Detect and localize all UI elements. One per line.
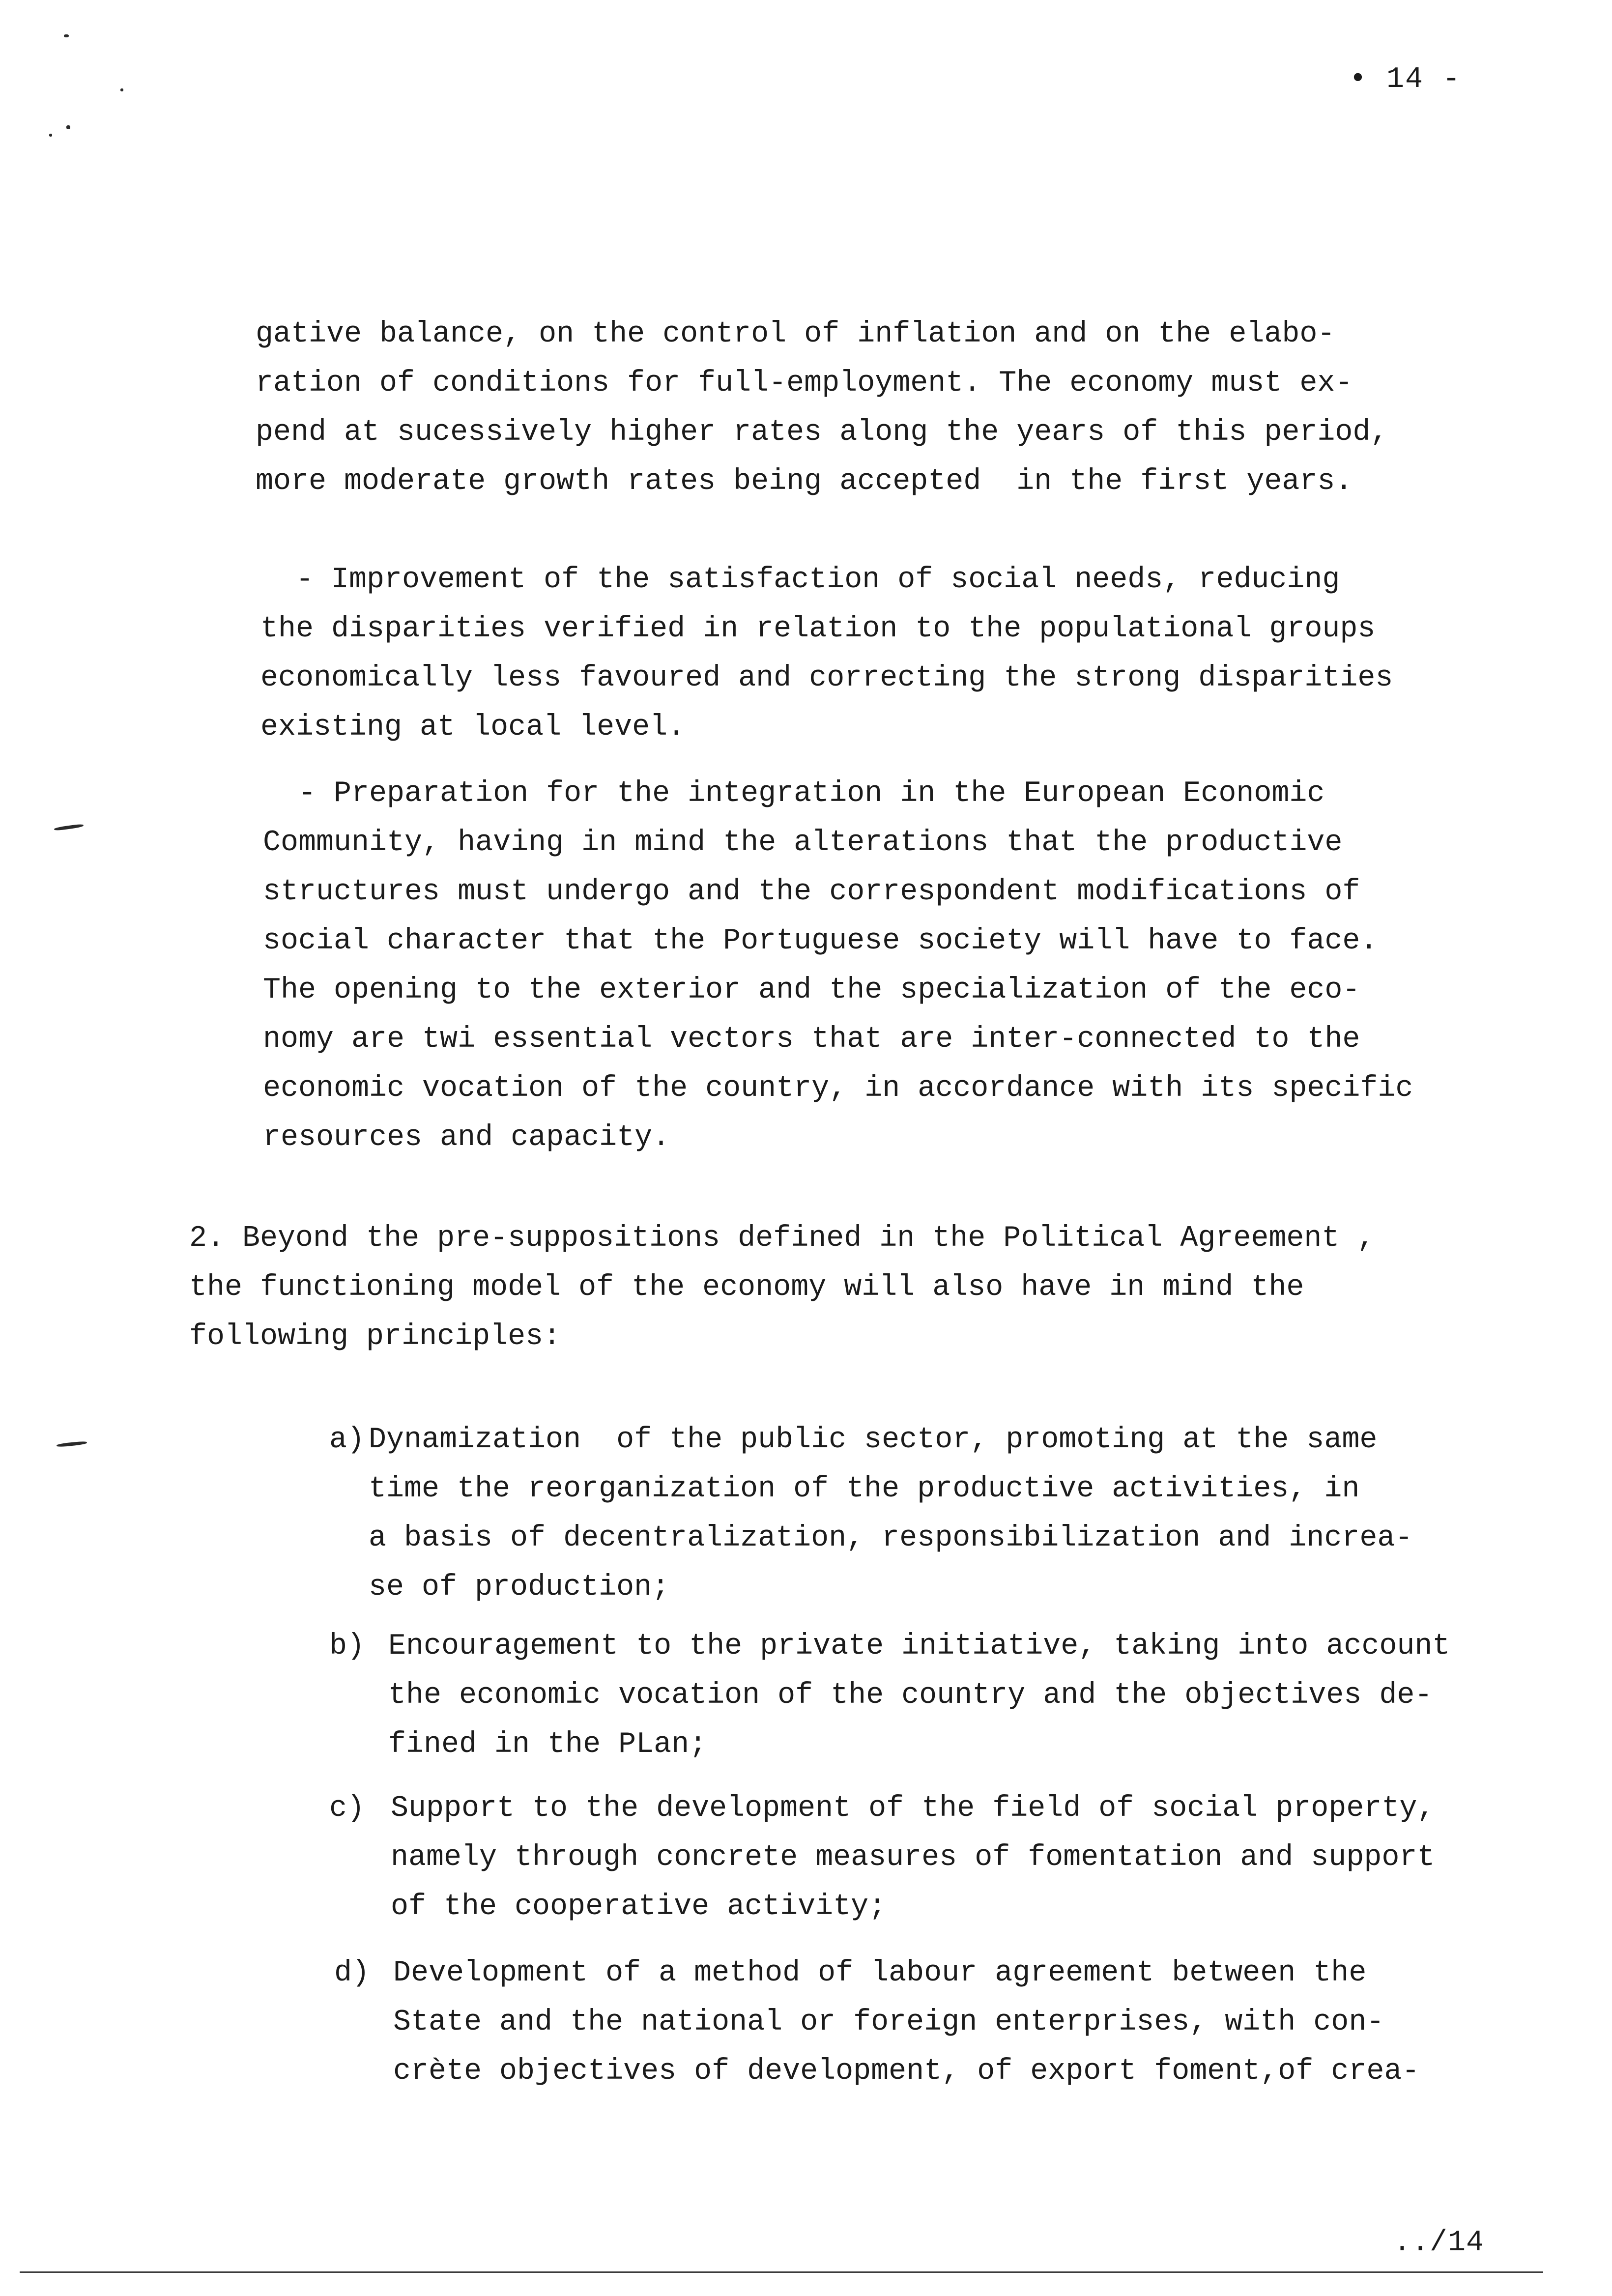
scan-speck: [120, 88, 123, 91]
scan-speck: [49, 134, 52, 137]
list-item-marker: a): [329, 1423, 365, 1457]
paragraph-eec-integration: - Preparation for the integration in the European Economic Community, having in mind the alterations that the productive structures must undergo and the correspondent modifications of social character that the Portuguese society will have to face. The opening to the exterior and the specialization of the eco- nomy are twi essential vectors that are inter-connected to the economic vocation of the country, in accordance with its specific resources and capacity.: [263, 777, 1413, 1154]
list-item-marker: c): [329, 1792, 365, 1825]
continuation-marker: ../14: [1393, 2226, 1485, 2260]
scan-speck: [64, 34, 69, 37]
paragraph-social-needs: - Improvement of the satisfaction of social needs, reducing the disparities verified in relation to the populational groups economically less favoured and correcting the strong disparities existing at local level.: [260, 563, 1393, 744]
list-item-text: Support to the development of the field of social property, namely through concrete measures of fomentation and support of the cooperative activity;: [391, 1792, 1435, 1923]
scan-speck: [66, 125, 70, 129]
paragraph-point-2: 2. Beyond the pre-suppositions defined in the Political Agreement , the functioning model of the economy will also have in mind the following principles:: [189, 1222, 1375, 1353]
footer-rule: [20, 2271, 1543, 2273]
paragraph-continued: gative balance, on the control of inflation and on the elabo- ration of conditions for full-employment. The economy must ex- pend at sucessively higher rates along the years of this period, more moderate growth rates being accepted in the first years.: [256, 317, 1388, 498]
page-number: • 14 -: [1349, 63, 1462, 96]
list-item-text: Development of a method of labour agreement between the State and the national or foreign enterprises, with con- crète objectives of development, of export foment,of crea-: [393, 1956, 1420, 2088]
scan-mark: [54, 824, 84, 831]
scan-mark: [57, 1441, 87, 1447]
list-item-text: Encouragement to the private initiative, taking into account the economic vocation of the country and the objectives de- fined in the PLan;: [388, 1630, 1450, 1761]
list-item-marker: b): [329, 1630, 365, 1663]
list-item-text: Dynamization of the public sector, promoting at the same time the reorganization of the productive activities, in a basis of decentralization, responsibilization and increa- se of production;: [369, 1423, 1413, 1604]
list-item-marker: d): [334, 1956, 370, 1990]
